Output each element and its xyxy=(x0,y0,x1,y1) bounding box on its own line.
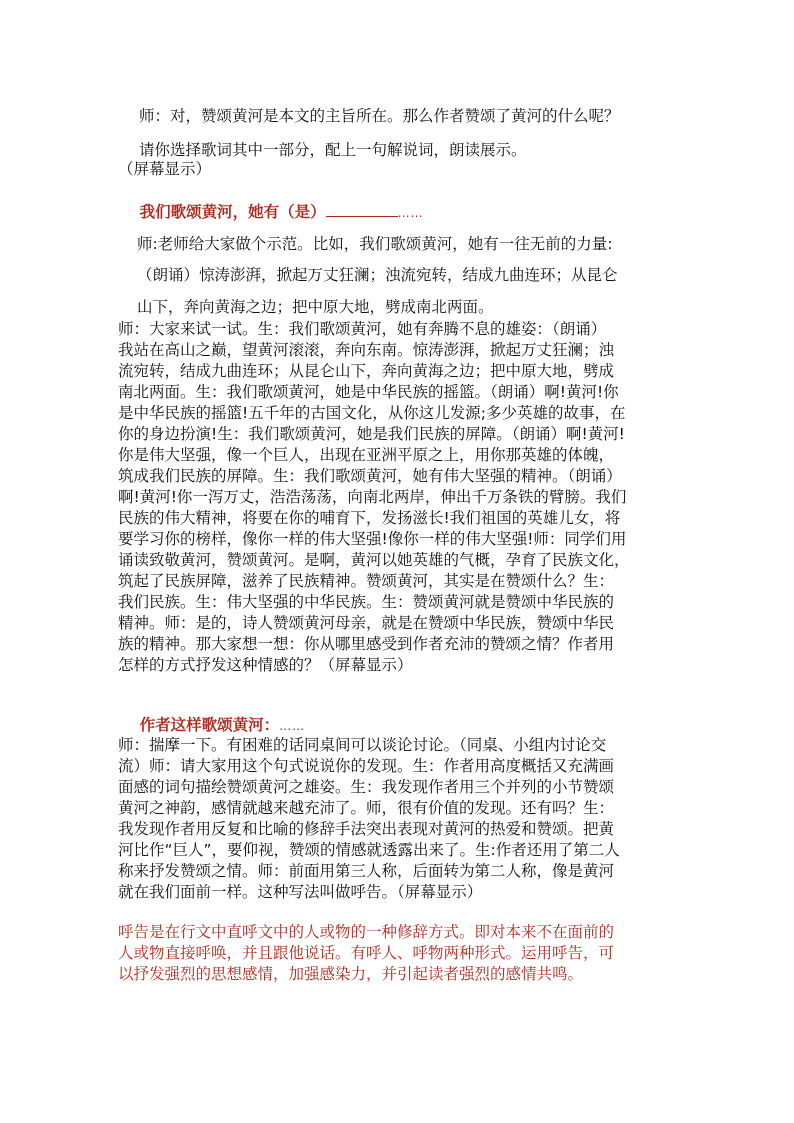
body2-line: 师：揣摩一下。有困难的话同桌间可以谈论讨论。（同桌、小组内讨论交 xyxy=(118,736,607,754)
heading-ellipsis: …… xyxy=(397,206,424,220)
heading-ellipsis: …… xyxy=(279,719,306,733)
body1-line: 怎样的方式抒发这种情感的？（屏幕显示） xyxy=(118,656,413,674)
body1-line: 精神。师：是的，诗人赞颂黄河母亲，就是在赞颂中华民族，赞颂中华民 xyxy=(118,614,615,632)
body1-line: 啊!黄河!你一泻万丈，浩浩荡荡，向南北两岸，伸出千万条铁的臂膀。我们 xyxy=(118,488,627,506)
fill-blank-underline xyxy=(326,204,398,217)
instruction-line: 请你选择歌词其中一部分，配上一句解说词，朗读展示。 xyxy=(139,141,527,159)
body2-line: 黄河之神韵，感情就越来越充沛了。师，很有价值的发现。还有吗？生： xyxy=(118,799,615,817)
teacher-line-1: 师：对，赞颂黄河是本文的主旨所在。那么作者赞颂了黄河的什么呢？ xyxy=(139,107,620,125)
body2-line: 就在我们面前一样。这种写法叫做呼告。（屏幕显示） xyxy=(118,883,483,901)
screen-display-note: （屏幕显示） xyxy=(118,160,212,178)
body2-line: 称来抒发赞颂之情。师：前面用第三人称，后面转为第二人称，像是黄河 xyxy=(118,862,615,880)
body1-line: 我们民族。生：伟大坚强的中华民族。生：赞颂黄河就是赞颂中华民族的 xyxy=(118,593,615,611)
body2-line: 流）师：请大家用这个句式说说你的发现。生：作者用高度概括又充满画 xyxy=(118,757,615,775)
heading-text: 作者这样歌颂黄河： xyxy=(139,716,280,734)
body1-line: 要学习你的榜样，像你一样的伟大坚强!像你一样的伟大坚强!师：同学们用 xyxy=(118,530,627,548)
body1-line: 是中华民族的摇篮!五千年的古国文化，从你这儿发源;多少英雄的故事，在 xyxy=(118,404,626,422)
definition-line: 人或物直接呼唤，并且跟他说话。有呼人、呼物两种形式。运用呼告，可 xyxy=(118,944,615,962)
body1-line: 民族的伟大精神，将要在你的哺育下，发扬滋长!我们祖国的英雄儿女，将 xyxy=(118,509,621,527)
body2-line: 面感的词句描绘赞颂黄河之雄姿。生：我发现作者用三个并列的小节赞颂 xyxy=(118,778,615,796)
body1-line: 你是伟大坚强，像一个巨人，出现在亚洲平原之上，用你那英雄的体魄， xyxy=(118,446,615,464)
body1-line: 师：大家来试一试。生：我们歌颂黄河，她有奔腾不息的雄姿：（朗诵） xyxy=(118,320,607,338)
body1-line: 筑起了民族屏障，滋养了民族精神。赞颂黄河，其实是在赞颂什么？生： xyxy=(118,572,615,590)
body1-line: 你的身边扮演!生：我们歌颂黄河，她是我们民族的屏障。（朗诵）啊!黄河! xyxy=(118,425,625,443)
body1-line: 族的精神。那大家想一想：你从哪里感受到作者充沛的赞颂之情？作者用 xyxy=(118,635,615,653)
body2-line: 河比作“巨人”，要仰视，赞颂的情感就透露出来了。生:作者还用了第二人 xyxy=(118,841,620,859)
heading-text: 我们歌颂黄河，她有（是） xyxy=(139,203,326,221)
definition-line: 以抒发强烈的思想感情，加强感染力，并引起读者强烈的感情共鸣。 xyxy=(118,965,584,983)
body2-line: 我发现作者用反复和比喻的修辞手法突出表现对黄河的热爱和赞颂。把黄 xyxy=(118,820,615,838)
body1-line: 南北两面。生：我们歌颂黄河，她是中华民族的摇篮。（朗诵）啊!黄河!你 xyxy=(118,383,619,401)
recitation-line-1: （朗诵）惊涛澎湃，掀起万丈狂澜；浊流宛转，结成九曲连环；从昆仑 xyxy=(137,266,618,284)
recitation-line-2: 山下，奔向黄海之边；把中原大地，劈成南北两面。 xyxy=(137,298,494,316)
definition-line: 呼告是在行文中直呼文中的人或物的一种修辞方式。即对本来不在面前的 xyxy=(118,923,615,941)
teacher-demo-line: 师:老师给大家做个示范。比如，我们歌颂黄河，她有一往无前的力量: xyxy=(137,235,613,253)
body1-line: 诵读致敬黄河，赞颂黄河。是啊，黄河以她英雄的气概，孕育了民族文化， xyxy=(118,551,630,569)
body1-line: 我站在高山之巅，望黄河滚滚，奔向东南。惊涛澎湃，掀起万丈狂澜；浊 xyxy=(118,341,615,359)
body1-line: 流宛转，结成九曲连环；从昆仑山下，奔向黄海之边；把中原大地，劈成 xyxy=(118,362,615,380)
body1-line: 筑成我们民族的屏障。生：我们歌颂黄河，她有伟大坚强的精神。（朗诵） xyxy=(118,467,622,485)
